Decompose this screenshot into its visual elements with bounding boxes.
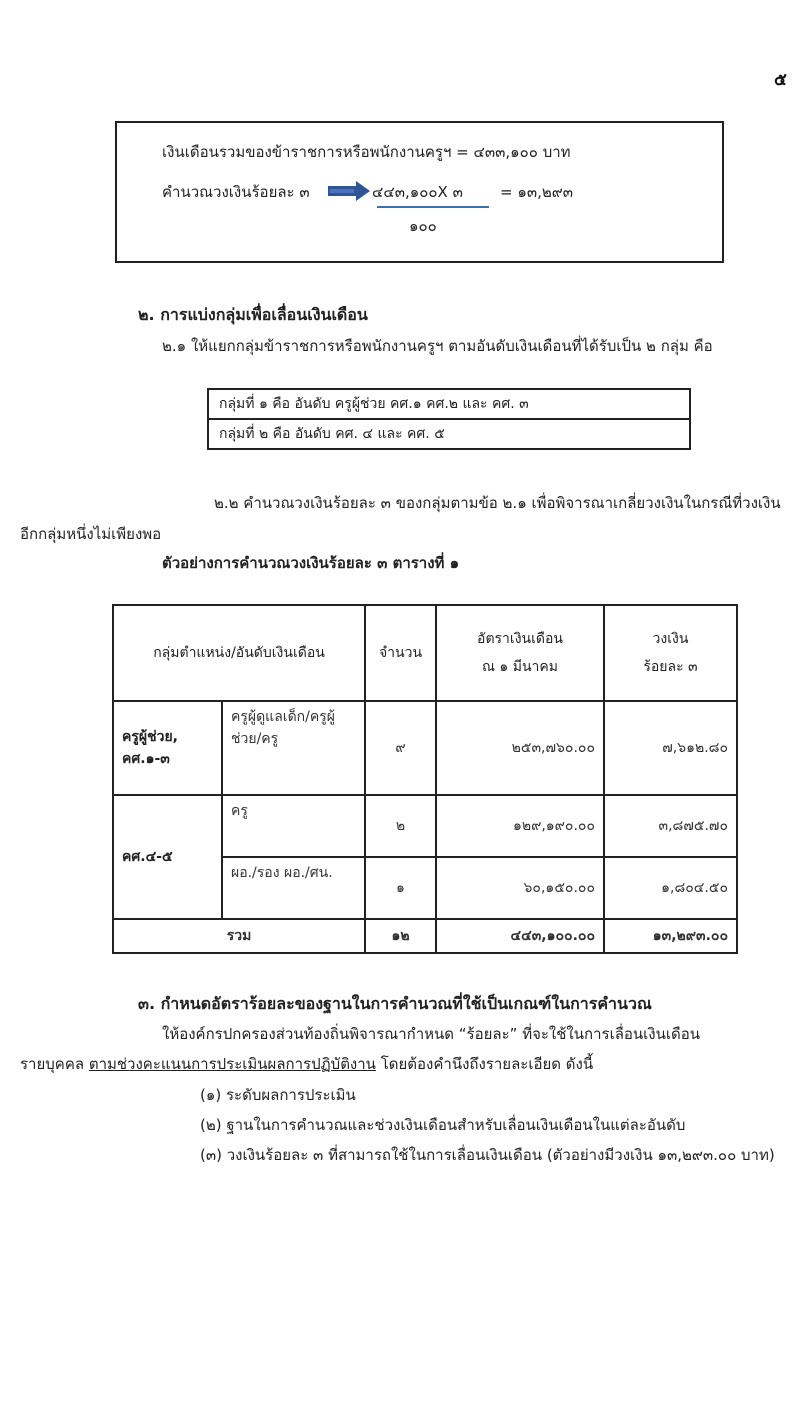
- calculation-result: = ๑๓,๒๙๓: [500, 183, 574, 201]
- section-3-paragraph-line2: [20, 1052, 593, 1076]
- line2-prefix: รายบุคคล: [20, 1055, 89, 1073]
- row-count: ๙: [365, 701, 436, 795]
- section-3-paragraph-line1: ให้องค์กรปกครองส่วนท้องถิ่นพิจารณากำหนด “ร้อยละ” ที่จะใช้ในการเลื่อนเงินเดือน: [162, 1025, 700, 1043]
- group-2-cell: กลุ่มที่ ๒ คือ อันดับ คศ. ๔ และ คศ. ๕: [208, 419, 690, 449]
- header-salary: [436, 605, 604, 701]
- total-salary: ๔๔๓,๑๐๐.๐๐: [436, 919, 604, 953]
- total-salary-line: เงินเดือนรวมของข้าราชการหรือพนักงานครูฯ = ๔๓๓,๑๐๐ บาท: [162, 143, 571, 161]
- group-row: [208, 419, 690, 449]
- table-header-row: [113, 605, 737, 701]
- header-budget-line1: วงเงิน: [652, 631, 689, 647]
- header-salary-line2: ณ ๑ มีนาคม: [481, 659, 559, 675]
- row-count: ๒: [365, 795, 436, 857]
- fraction-numerator: ๔๔๓,๑๐๐X ๓: [372, 183, 463, 201]
- section-3-heading: ๓. กำหนดอัตราร้อยละของฐานในการคำนวณที่ใช้เป็นเกณฑ์ในการคำนวณ: [138, 994, 652, 1013]
- row-budget: ๗,๖๑๒.๘๐: [604, 701, 737, 795]
- group-row: [208, 389, 690, 419]
- underlined-phrase: ตามช่วงคะแนนการประเมินผลการปฏิบัติงาน: [88, 1055, 376, 1073]
- paragraph-2-2-line1: ๒.๒ คำนวณวงเงินร้อยละ ๓ ของกลุ่มตามข้อ ๒.๑ เพื่อพิจารณาเกลี่ยวงเงินในกรณีที่วงเงิน: [214, 494, 781, 512]
- section-2-heading: ๒. การแบ่งกลุ่มเพื่อเลื่อนเงินเดือน: [138, 305, 368, 324]
- header-group: กลุ่มตำแหน่ง/อันดับเงินเดือน: [113, 605, 365, 701]
- row-position: ผอ./รอง ผอ./ศน.: [222, 857, 365, 919]
- list-item: (๑) ระดับผลการประเมิน: [200, 1086, 356, 1104]
- group-1-cell: กลุ่มที่ ๑ คือ อันดับ ครูผู้ช่วย คศ.๑ คศ.๒ และ คศ. ๓: [208, 389, 690, 419]
- table-row: [113, 701, 737, 795]
- list-item: (๒) ฐานในการคำนวณและช่วงเงินเดือนสำหรับเลื่อนเงินเดือนในแต่ละอันดับ: [200, 1116, 686, 1134]
- row-budget: ๑,๘๐๔.๕๐: [604, 857, 737, 919]
- groups-table: [207, 388, 691, 450]
- fraction-denominator: ๑๐๐: [409, 217, 437, 235]
- row-group: คศ.๔-๕: [113, 795, 222, 919]
- row-count: ๑: [365, 857, 436, 919]
- row-position: ครู: [222, 795, 365, 857]
- row-group: ครูผู้ช่วย, คศ.๑-๓: [113, 701, 222, 795]
- header-count: จำนวน: [365, 605, 436, 701]
- calculation-table: [112, 604, 738, 954]
- calculation-label: คำนวณวงเงินร้อยละ ๓: [162, 183, 310, 201]
- right-arrow-icon: [328, 181, 370, 201]
- header-salary-line1: อัตราเงินเดือน: [477, 631, 563, 647]
- row-salary: ๒๕๓,๗๖๐.๐๐: [436, 701, 604, 795]
- row-salary: ๖๐,๑๕๐.๐๐: [436, 857, 604, 919]
- header-budget-line2: ร้อยละ ๓: [643, 659, 698, 675]
- paragraph-2-1: ๒.๑ ให้แยกกลุ่มข้าราชการหรือพนักงานครูฯ ตามอันดับเงินเดือนที่ได้รับเป็น ๒ กลุ่ม คือ: [162, 337, 713, 355]
- line2-suffix: โดยต้องคำนึงถึงรายละเอียด ดังนี้: [375, 1055, 594, 1073]
- row-position: ครูผู้ดูแลเด็ก/ครูผู้ช่วย/ครู: [222, 701, 365, 795]
- header-budget: [604, 605, 737, 701]
- total-label: รวม: [113, 919, 365, 953]
- row-budget: ๓,๘๗๕.๗๐: [604, 795, 737, 857]
- list-item: (๓) วงเงินร้อยละ ๓ ที่สามารถใช้ในการเลื่อนเงินเดือน (ตัวอย่างมีวงเงิน ๑๓,๒๙๓.๐๐ บาท): [200, 1146, 775, 1164]
- total-budget: ๑๓,๒๙๓.๐๐: [604, 919, 737, 953]
- fraction-line: [377, 206, 489, 208]
- example-title: ตัวอย่างการคำนวณวงเงินร้อยละ ๓ ตารางที่ ๑: [162, 554, 460, 572]
- table-total-row: [113, 919, 737, 953]
- table-row: [113, 795, 737, 857]
- page-number: ๕: [774, 70, 787, 90]
- total-count: ๑๒: [365, 919, 436, 953]
- paragraph-2-2-line2: อีกกลุ่มหนึ่งไม่เพียงพอ: [20, 525, 162, 543]
- row-salary: ๑๒๙,๑๙๐.๐๐: [436, 795, 604, 857]
